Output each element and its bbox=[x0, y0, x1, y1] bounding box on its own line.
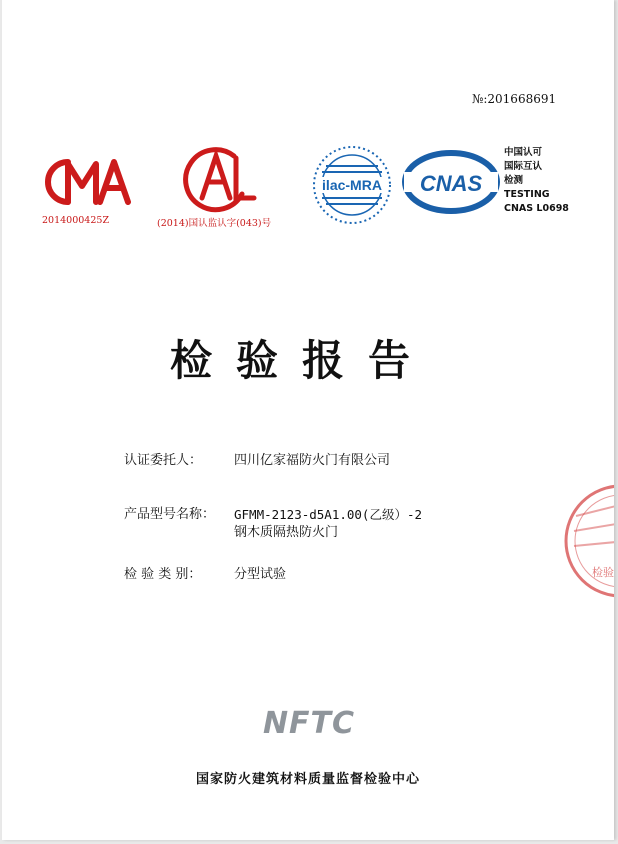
svg-text:ilac-MRA: ilac-MRA bbox=[322, 177, 382, 193]
product-name-value: 钢木质隔热防火门 bbox=[234, 525, 339, 540]
category-value: 分型试验 bbox=[234, 567, 287, 582]
client-value: 四川亿家福防火门有限公司 bbox=[234, 453, 391, 468]
cnas-line: 国际互认 bbox=[504, 161, 543, 172]
cnas-line: TESTING bbox=[504, 189, 550, 200]
cma-registration-number: 2014000425Z bbox=[42, 215, 110, 226]
product-model-value: GFMM-2123-d5A1.00(乙级）-2 bbox=[234, 507, 423, 522]
svg-text:CNAS: CNAS bbox=[419, 171, 483, 196]
testing-organization-name: 国家防火建筑材料质量监督检验中心 bbox=[195, 772, 420, 787]
ilac-mra-logo bbox=[308, 144, 396, 226]
report-title: 检验报告 bbox=[169, 336, 434, 385]
cnas-line: CNAS L0698 bbox=[504, 203, 569, 214]
category-label: 检 验 类 别： bbox=[124, 567, 202, 582]
product-label: 产品型号名称： bbox=[124, 507, 216, 522]
report-number: №:201668691 bbox=[472, 92, 557, 106]
report-cover-page bbox=[2, 0, 614, 840]
cnas-line: 检测 bbox=[504, 175, 524, 186]
cnas-line: 中国认可 bbox=[504, 147, 543, 158]
client-label: 认证委托人： bbox=[124, 453, 203, 468]
cma-logo bbox=[38, 152, 138, 212]
nftc-logo: NFTC bbox=[262, 706, 356, 741]
cal-approval-number: (2014)国认监认字(043)号 bbox=[157, 218, 272, 229]
cal-logo bbox=[172, 142, 260, 214]
svg-text:检验: 检验 bbox=[592, 566, 614, 579]
red-seal-stamp bbox=[556, 476, 614, 606]
cnas-accreditation-text bbox=[504, 146, 569, 216]
cnas-logo bbox=[402, 150, 500, 214]
